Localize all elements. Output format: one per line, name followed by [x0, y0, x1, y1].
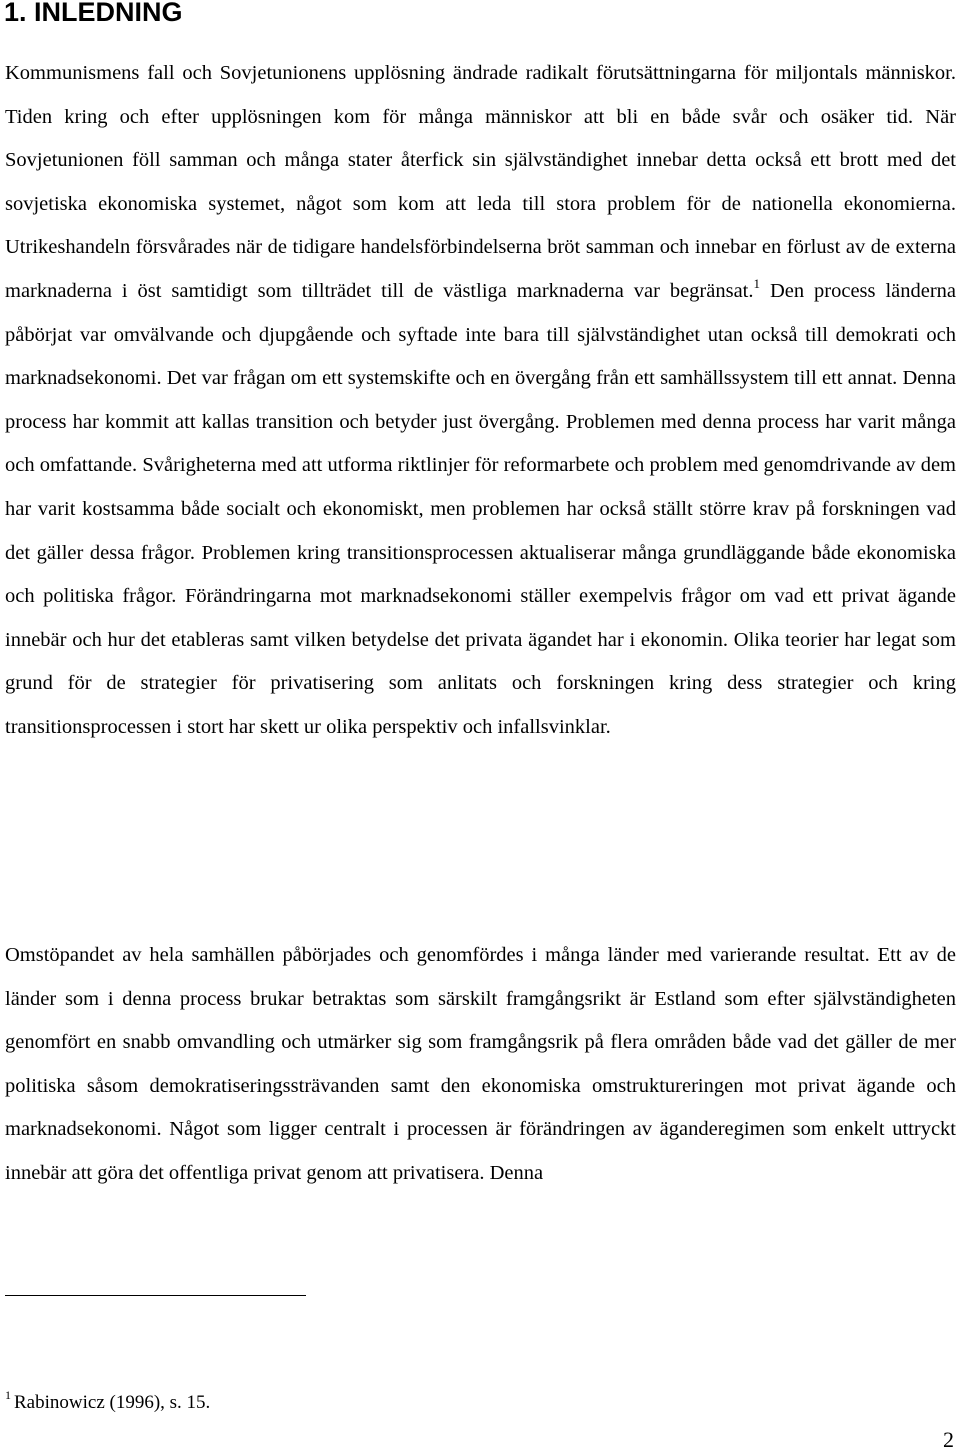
- paragraph-text: Kommunismens fall och Sovjetunionens upplösning ändrade radikalt förutsättningarna för miljontals människor. Tiden kring och efter upplösningen kom för många människor att bli en både svår och osäker tid. När Sovjetunionen föll samman och många stater återfick sin självständighet innebar detta också ett brott med det sovjetiska ekonomiska systemet, något som kom att leda till stora problem för de nationella ekonomierna. Utrikeshandeln försvårades när de tidigare handelsförbindelserna bröt samman och innebar en förlust av de externa marknaderna i öst samtidigt som tillträdet till de västliga marknaderna var begränsat.: [5, 62, 956, 302]
- footnote: [5, 1389, 210, 1417]
- body-paragraph: [5, 52, 956, 750]
- page-number: 2: [943, 1427, 954, 1452]
- body-paragraph: Omstöpandet av hela samhällen påbörjades och genomfördes i många länder med varierande resultat. Ett av de länder som i denna process brukar betraktas som särskilt framgångsrikt är Estland som efter självständigheten genomfört en snabb omvandling och utmärker sig som framgångsrik på flera områden både vad det gäller de mer politiska såsom demokratiseringssträvanden samt den ekonomiska omstruktureringen mot privat ägande och marknadsekonomi. Något som ligger centralt i processen är förändringen av äganderegimen som enkelt uttryckt innebär att göra det offentliga privat genom att privatisera. Denna: [5, 944, 956, 1184]
- footnote-separator: [5, 1295, 306, 1296]
- footnote-text: Rabinowicz (1996), s. 15.: [14, 1392, 211, 1413]
- paragraph-text: Den process länderna påbörjat var omvälvande och djupgående och syftade inte bara till självständighet utan också till demokrati och marknadsekonomi. Det var frågan om ett systemskifte och en övergång från ett samhällssystem till ett annat. Denna process har kommit att kallas transition och betyder just övergång. Problemen med denna process har varit många och omfattande. Svårigheterna med att utforma riktlinjer för reformarbete och problem med genomdrivande av dem har varit kostsamma både socialt och ekonomiskt, men problemen har också ställt större krav på forskningen vad det gäller dessa frågor. Problemen kring transitionsprocessen aktualiserar många grundläggande både ekonomiska och politiska frågor. Förändringarna mot marknadsekonomi ställer exempelvis frågor om vad ett privat ägande innebär och hur det etableras samt vilken betydelse det privata ägandet har i ekonomin. Olika teorier har legat som grund för de strategier för privatisering som anlitats och forskningen kring dess strategier och kring transitionsprocessen i stort har skett ur olika perspektiv och infallsvinklar.: [5, 279, 957, 738]
- footnote-reference: 1: [753, 275, 761, 291]
- footnote-marker: 1: [5, 1388, 11, 1402]
- section-heading: 1. INLEDNING: [4, 0, 183, 27]
